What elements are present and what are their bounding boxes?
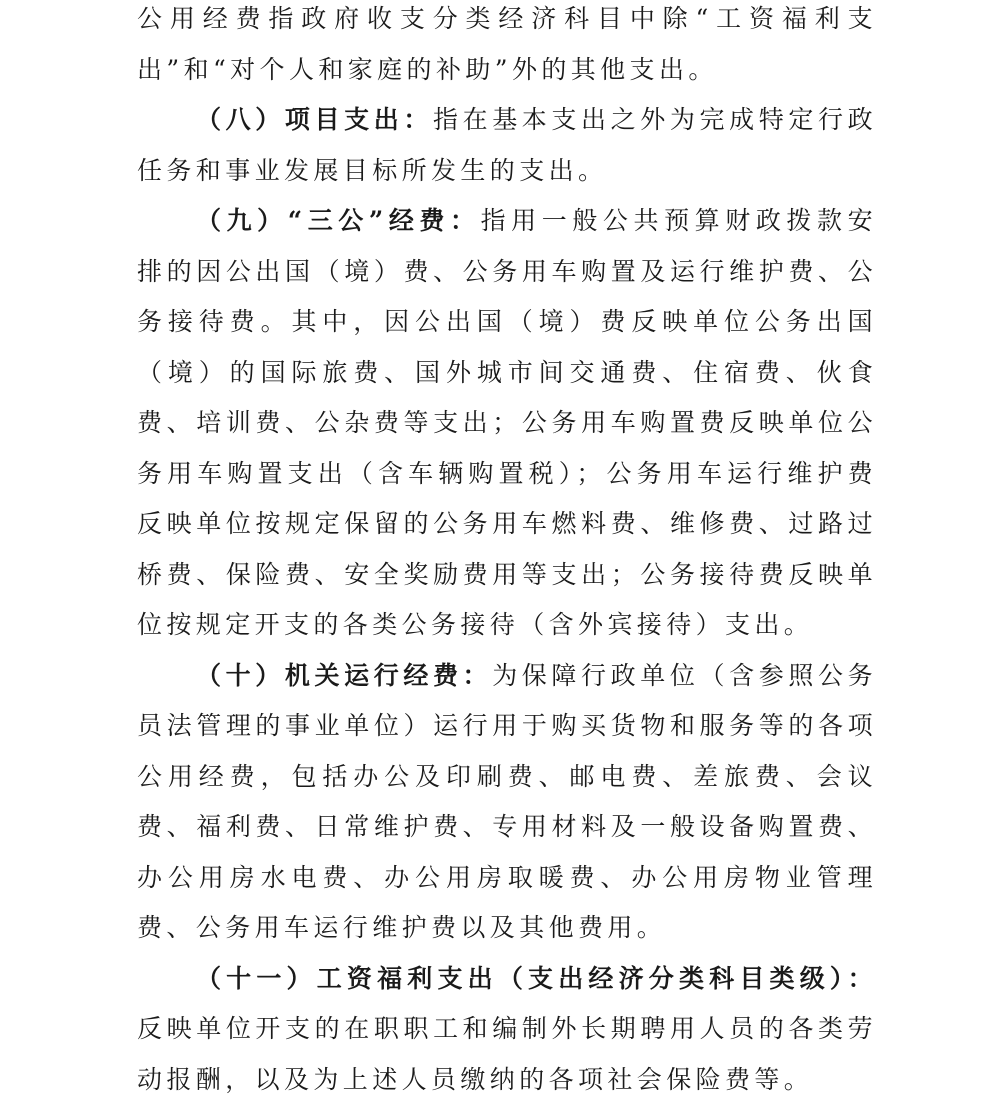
paragraph-salary-welfare: [137, 954, 877, 1105]
paragraph-term: （十一）工资福利支出（支出经济分类科目类级）：: [196, 964, 877, 993]
paragraph-body: 指用一般公共预算财政拨款安排的因公出国（境）费、公务用车购置及运行维护费、公务接待费。其中，因公出国（境）费反映单位公务出国（境）的国际旅费、国外城市间交通费、住宿费、伙食费、培训费、公杂费等支出；公务用车购置费反映单位公务用车购置支出（含车辆购置税）；公务用车运行维护费反映单位按规定保留的公务用车燃料费、维修费、过路过桥费、保险费、安全奖励费用等支出；公务接待费反映单位按规定开支的各类公务接待（含外宾接待）支出。: [137, 206, 877, 639]
paragraph-project-expenditure: [137, 95, 877, 196]
paragraph-term: （十）机关运行经费：: [196, 661, 492, 690]
paragraph-body: 公用经费指政府收支分类经济科目中除“工资福利支出”和“对个人和家庭的补助”外的其他支出。: [137, 4, 877, 84]
paragraph-operating-funds: [137, 651, 877, 954]
paragraph-body: 反映单位开支的在职职工和编制外长期聘用人员的各类劳动报酬，以及为上述人员缴纳的各项社会保险费等。: [137, 1014, 877, 1094]
paragraph-body: 为保障行政单位（含参照公务员法管理的事业单位）运行用于购买货物和服务等的各项公用经费，包括办公及印刷费、邮电费、差旅费、会议费、福利费、日常维护费、专用材料及一般设备购置费、办公用房水电费、办公用房取暖费、办公用房物业管理费、公务用车运行维护费以及其他费用。: [137, 661, 877, 943]
paragraph-term: （九）“三公”经费：: [196, 206, 481, 235]
paragraph-three-public-funds: [137, 196, 877, 651]
document-page: [137, 0, 877, 1105]
paragraph-term: （八）项目支出：: [196, 105, 433, 134]
paragraph-public-funds: [137, 0, 877, 95]
paragraph-body: 指在基本支出之外为完成特定行政任务和事业发展目标所发生的支出。: [137, 105, 877, 185]
